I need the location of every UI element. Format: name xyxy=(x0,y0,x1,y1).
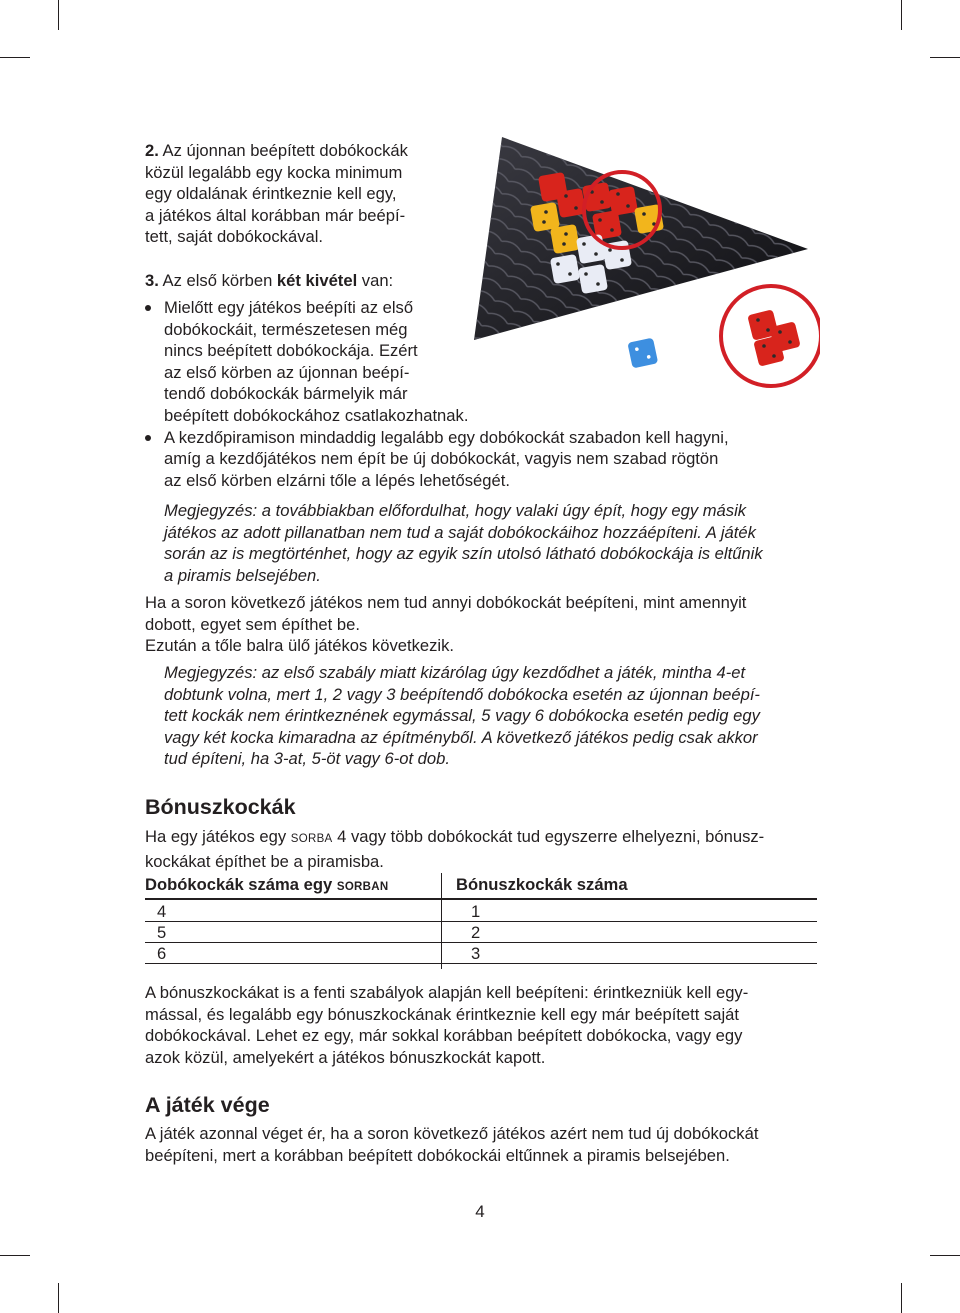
crop-mark-top-right-h xyxy=(930,57,960,58)
table-rule xyxy=(145,963,817,964)
rule-2-line: a játékos által korábban már beépí- xyxy=(145,205,406,225)
table-header-bonus-count: Bónuszkockák száma xyxy=(456,875,628,894)
bullet-item-first-round: Mielőtt egy játékos beépíti az első dobókockáit, természetesen még nincs beépített dobókockája. Ezért az első körben az újonnan beépí- tendő dobókockák bármelyik már beépített dobókockához csatlakozhatnak. xyxy=(145,297,729,427)
section-heading-bonus: Bónuszkockák xyxy=(145,795,296,819)
page-number: 4 xyxy=(475,1202,485,1221)
bonus-table xyxy=(145,873,817,969)
rule-2 xyxy=(145,140,408,248)
bonus-rules-paragraph: A bónuszkockákat is a fenti szabályok alapján kell beépíteni: érintkezniük kell egy- mással, és legalább egy bónuszkockának érintkeznie kell egy már beépített saját dobókockával. Lehet ez egy, már sokkal korábban beépített dobókocka, vagy egy azok közül, amelyekért a játékos bónuszkockát kapott. xyxy=(145,983,749,1067)
rule-3-number: 3. xyxy=(145,271,159,290)
table-cell: 1 xyxy=(471,902,481,921)
crop-mark-top-left-h xyxy=(0,57,30,58)
bonus-intro: Ha egy játékos egy SORBA 4 vagy több dobókockát tud egyszerre elhelyezni, bónusz- kockákat építhet be a piramisba. xyxy=(145,827,765,871)
crop-mark-bottom-left-h xyxy=(0,1255,30,1256)
table-cell: 3 xyxy=(471,944,481,963)
crop-mark-bottom-left-v xyxy=(58,1283,59,1313)
rule-2-line: közül legalább egy kocka minimum xyxy=(145,162,403,182)
table-rule xyxy=(145,921,817,922)
table-column-divider xyxy=(441,873,442,969)
paragraph-next-player: Ezután a tőle balra ülő játékos következik. xyxy=(145,636,455,656)
table-cell: 2 xyxy=(471,923,481,942)
note-2: Megjegyzés: az első szabály miatt kizárólag úgy kezdődhet a játék, mintha 4-et dobtunk volna, mert 1, 2 vagy 3 beépítendő dobókocka esetén az újonnan beépí- tett kockák nem érintkeznének egymással, 5 vagy 6 dobókocka esetén pedig egy vagy két kocka kimaradna az építményből. A következő játékos pedig csak akkor tud építeni, ha 3-at, 5-öt vagy 6-ot dob. xyxy=(164,663,760,769)
table-rule xyxy=(145,942,817,943)
table-header-dice-count: Dobókockák száma egy SORBAN xyxy=(145,875,389,894)
crop-mark-top-left-v xyxy=(58,0,59,30)
crop-mark-bottom-right-v xyxy=(901,1283,902,1313)
bullet-item-start-pyramid: A kezdőpiramison mindaddig legalább egy dobókockát szabadon kell hagyni, amíg a kezdőjátékos nem épít be új dobókockát, vagyis nem szabad rögtön az első körben elzárni tőle a lépés lehetőségét. xyxy=(145,427,729,492)
crop-mark-top-right-v xyxy=(901,0,902,30)
table-rule xyxy=(145,898,817,900)
rule-2-line: Az újonnan beépített dobókockák xyxy=(162,141,408,160)
rule-2-number: 2. xyxy=(145,141,159,160)
rule-3-bullet-list xyxy=(145,297,729,491)
rule-2-line: tett, saját dobókockával. xyxy=(145,227,324,247)
note-1: Megjegyzés: a továbbiakban előfordulhat, hogy valaki úgy épít, hogy egy másik játékos az adott pillanatban nem tud a saját dobókockáihoz hozzáépíteni. A játék során az is megtörténhet, hogy az egyik szín utolsó látható dobókockája is eltűnik a piramis belsejében. xyxy=(164,501,763,585)
crop-mark-bottom-right-h xyxy=(930,1255,960,1256)
rule-3-intro: 3. Az első körben két kivétel van: xyxy=(145,271,394,290)
rule-2-line: egy oldalának érintkeznie kell egy, xyxy=(145,184,397,204)
table-cell: 5 xyxy=(157,923,167,942)
table-cell: 6 xyxy=(157,944,167,963)
paragraph-cannot-build: Ha a soron következő játékos nem tud annyi dobókockát beépíteni, mint amennyit dobott, egyet sem építhet be. Ezután a tőle balra ülő játékos következik. xyxy=(145,593,747,656)
game-end-paragraph: A játék azonnal véget ér, ha a soron következő játékos azért nem tud új dobókockát beépíteni, mert a korábban beépített dobókockái eltűnnek a piramis belsejében. xyxy=(145,1124,759,1165)
rule-3-emphasis: két kivétel xyxy=(276,271,358,290)
table-cell: 4 xyxy=(157,902,167,921)
section-heading-game-end: A játék vége xyxy=(145,1093,270,1117)
